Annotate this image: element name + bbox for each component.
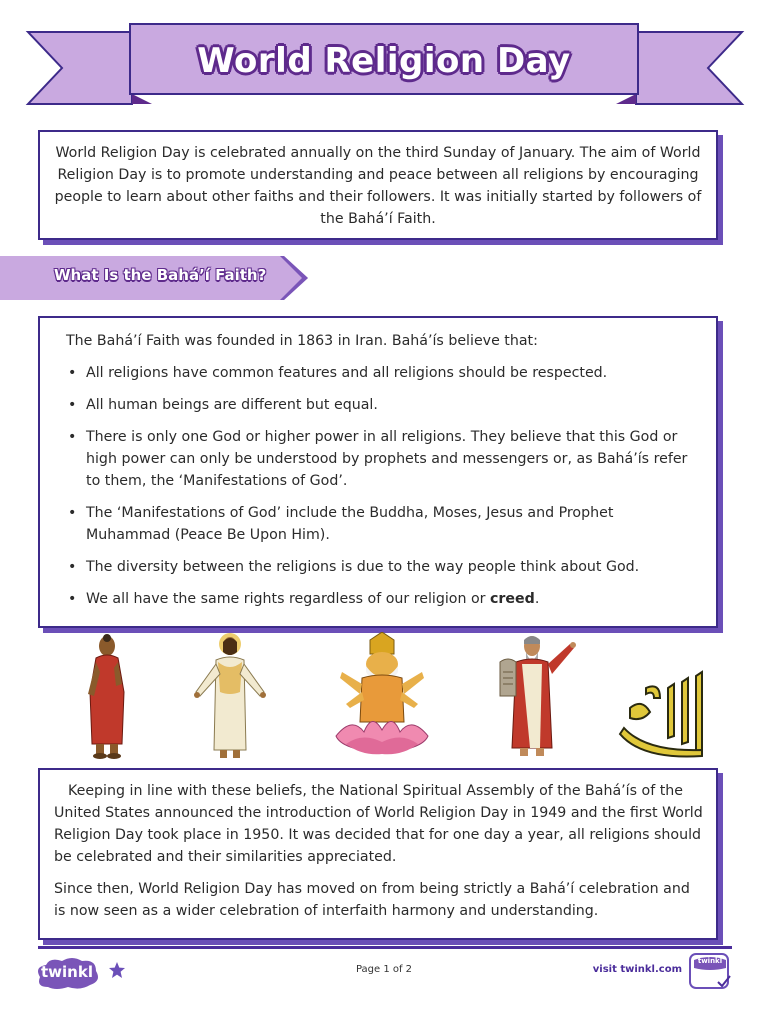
religious-figures-row (60, 632, 720, 762)
faith-lead: The Bahá’í Faith was founded in 1863 in Iran. Bahá’ís believe that: (66, 333, 538, 349)
moses-figure (496, 632, 580, 762)
page-title: World Religion Day (197, 41, 571, 81)
intro-box (38, 130, 718, 240)
section-heading: What Is the Bahá’í Faith? (54, 266, 267, 284)
list-item (66, 588, 700, 610)
title-banner (0, 0, 768, 120)
list-item: • All human beings are different but equal. (66, 394, 700, 416)
list-item: • There is only one God or higher power in all religions. They believe that this God or high power can only be understood by prophets and messengers or, as Bahá’ís refer to them, the ‘Manifestations of God’. (66, 426, 700, 492)
list-item: • The diversity between the religions is due to the way people think about God. (66, 556, 700, 578)
closing-box (38, 768, 718, 940)
closing-paragraph-2: Since then, World Religion Day has moved on from being strictly a Bahá’í celebration and is now seen as a wider celebration of interfaith harmony and understanding. (54, 881, 690, 919)
brahma-figure (332, 632, 432, 762)
footer-divider (38, 946, 732, 949)
page-number: Page 1 of 2 (355, 964, 413, 975)
list-item: • The ‘Manifestations of God’ include the Buddha, Moses, Jesus and Prophet Muhammad (Peace Be Upon Him). (66, 502, 700, 546)
quality-badge-label: twinkl (697, 957, 723, 965)
section-heading-banner (0, 256, 310, 300)
twinkl-logo-text[interactable]: twinkl (41, 963, 93, 981)
beliefs-list (66, 362, 700, 610)
jesus-figure (190, 632, 270, 762)
intro-text: World Religion Day is celebrated annually on the third Sunday of January. The aim of World Religion Day is to promote understanding and peace between all religions by encouraging people to learn about other faiths and their followers. It was initially started by followers of the Bahá’í Faith. (54, 145, 702, 227)
closing-paragraph-1: Keeping in line with these beliefs, the National Spiritual Assembly of the Bahá’ís of the United States announced the introduction of World Religion Day in 1949 and the first World Religion Day took place in 1950. It was decided that for one day a year, all religions should be celebrated and their similarities appreciated. (54, 783, 703, 865)
creed-bold-word: creed (490, 591, 535, 607)
website-link[interactable]: visit twinkl.com (592, 964, 682, 975)
list-item: • All religions have common features and all religions should be respected. (66, 362, 700, 384)
buddha-figure (82, 632, 132, 762)
list-item-text: We all have the same rights regardless of our religion or (86, 591, 491, 607)
list-item-end: . (534, 591, 540, 607)
faith-box (38, 316, 718, 628)
allah-calligraphy-icon (616, 632, 716, 762)
